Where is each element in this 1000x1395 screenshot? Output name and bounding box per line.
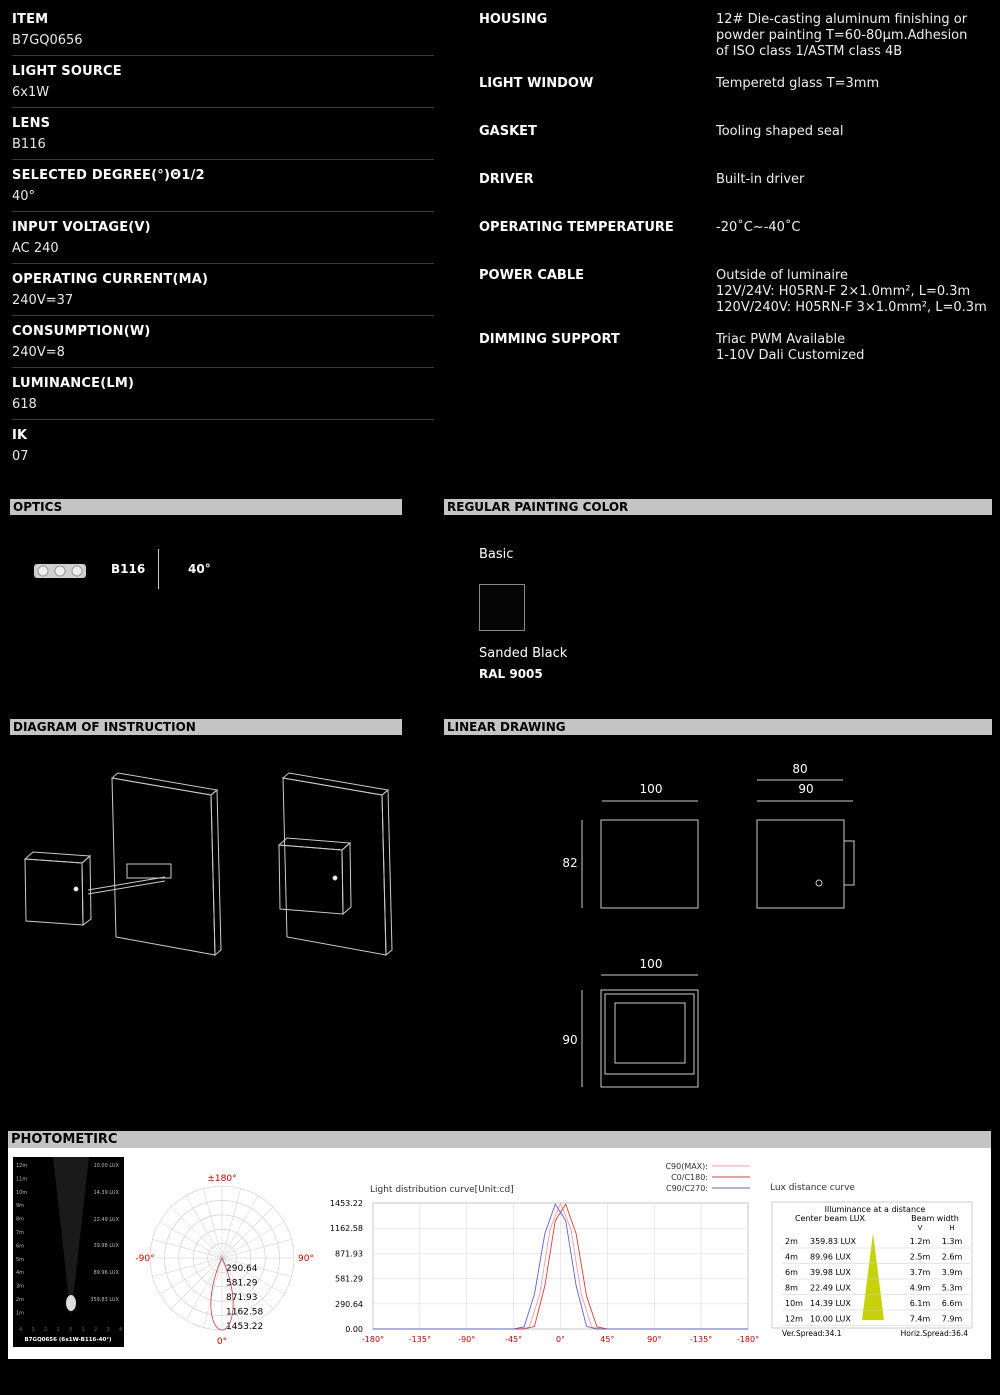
spec-label: SELECTED DEGREE(°)Θ1/2	[12, 168, 205, 183]
spec-row	[479, 76, 989, 124]
spec-label: INPUT VOLTAGE(V)	[12, 220, 151, 235]
spec-row	[12, 316, 434, 368]
beam-distance-label: 3m	[16, 1283, 25, 1290]
spec-value: 240V=8	[12, 345, 65, 360]
polar-label-right: 90°	[298, 1254, 314, 1264]
lux-distance: 2m	[785, 1237, 798, 1246]
section-instruction-header: DIAGRAM OF INSTRUCTION	[10, 719, 402, 735]
spec-row	[479, 12, 989, 76]
spec-label: LUMINANCE(LM)	[12, 376, 135, 391]
spec-value: -20˚C~-40˚C	[716, 220, 801, 235]
x-tick-label: -90°	[458, 1335, 476, 1344]
spec-value: Outside of luminaire 12V/24V: H05RN-F 2×1.0mm², L=0.3m 120V/240V: H05RN-F 3×1.0mm², L=0.3m	[716, 268, 987, 315]
spec-row	[479, 268, 989, 332]
beam-distance-label: 5m	[16, 1256, 25, 1263]
beam-distance-label: 8m	[16, 1216, 25, 1223]
lux-width-h: 7.9m	[941, 1314, 963, 1324]
spec-label: CONSUMPTION(W)	[12, 324, 151, 339]
y-tick-label: 871.93	[335, 1249, 363, 1259]
beam-lux-label: 14.39 LUX	[93, 1190, 119, 1196]
spec-row	[12, 160, 434, 212]
x-tick-label: -180°	[361, 1335, 385, 1344]
beam-image	[13, 1157, 124, 1347]
spec-row	[12, 108, 434, 160]
polar-spoke	[222, 1222, 284, 1258]
spec-row	[12, 420, 434, 471]
spec-row	[479, 172, 989, 220]
beam-distance-label: 9m	[16, 1203, 25, 1210]
polar-spoke	[222, 1239, 292, 1258]
spec-value: 6x1W	[12, 85, 50, 100]
y-tick-label: 290.64	[335, 1299, 363, 1309]
y-tick-label: 1453.22	[329, 1199, 363, 1208]
lux-width-h: 6.6m	[941, 1299, 963, 1308]
spec-row	[12, 264, 434, 316]
color-swatch	[479, 584, 525, 631]
spec-value: Built-in driver	[716, 172, 805, 187]
lux-width-v: 2.5m	[909, 1252, 931, 1262]
beam-scale-label: 3	[31, 1327, 35, 1333]
polar-label-top: ±180°	[207, 1174, 237, 1184]
spec-value: 12# Die-casting aluminum finishing or powder painting T=60-80μm.Adhesion of ISO class 1/ASTM class 4B	[716, 12, 968, 59]
polar-ring-label: 581.29	[226, 1278, 258, 1289]
polar-ring-label: 1453.22	[226, 1322, 264, 1332]
beam-distance-label: 4m	[16, 1270, 25, 1277]
spec-value: Triac PWM Available 1-10V Dali Customized	[716, 332, 865, 363]
polar-spoke	[160, 1222, 222, 1258]
beam-scale-label: 2	[44, 1327, 48, 1333]
lux-table-subheader: Center beam LUX	[794, 1214, 866, 1223]
polar-spoke	[171, 1207, 222, 1258]
beam-distance-label: 2m	[16, 1297, 25, 1303]
lux-width-v: 7.4m	[909, 1314, 931, 1324]
spec-value: B7GQ0656	[12, 33, 83, 48]
spec-value: Temperetd glass T=3mm	[716, 76, 880, 91]
legend-label: C0/C180:	[671, 1173, 708, 1182]
lux-width-h: 2.6m	[941, 1252, 963, 1262]
lux-width-v: 1.2m	[909, 1237, 931, 1246]
polar-label-bottom: 0°	[216, 1337, 228, 1347]
dim-bottom-height: 90	[562, 1033, 578, 1047]
optics-divider	[158, 549, 159, 589]
spec-row	[479, 220, 989, 268]
lux-distance: 6m	[785, 1268, 798, 1277]
optics-lens-code: B116	[111, 562, 146, 576]
dim-bottom-width: 100	[639, 957, 663, 971]
beam-distance-label: 7m	[16, 1230, 25, 1236]
section-photometric-header: PHOTOMETIRC	[8, 1131, 991, 1148]
optics-degree: 40°	[188, 562, 211, 576]
x-tick-label: -135°	[690, 1335, 713, 1344]
polar-spoke	[152, 1239, 222, 1258]
polar-spoke	[186, 1196, 222, 1258]
spec-label: IK	[12, 428, 28, 443]
dim-side-top-outer: 80	[792, 762, 808, 776]
spec-row	[12, 212, 434, 264]
lux-width-h: 5.3m	[941, 1283, 963, 1293]
spec-label: OPERATING CURRENT(MA)	[12, 272, 209, 287]
beam-distance-label: 6m	[16, 1243, 25, 1250]
spec-label: DIMMING SUPPORT	[479, 332, 620, 347]
x-tick-label: -180°	[736, 1335, 760, 1344]
spec-label: DRIVER	[479, 172, 534, 187]
lux-value: 359.83 LUX	[810, 1237, 856, 1246]
x-tick-label: 0°	[555, 1335, 566, 1344]
spec-value: 240V=37	[12, 293, 74, 308]
polar-ring-label: 871.93	[226, 1293, 258, 1303]
lux-curve-title: Lux distance curve	[770, 1183, 855, 1193]
lux-value: 10.00 LUX	[810, 1314, 851, 1324]
chart-title: Light distribution curve[Unit:cd]	[370, 1185, 514, 1195]
lux-value: 39.98 LUX	[810, 1268, 851, 1277]
beam-caption: B7GQ0656 (6x1W-B116-40°)	[24, 1337, 112, 1343]
spec-label: ITEM	[12, 12, 49, 27]
spec-row	[479, 332, 989, 380]
lux-width-v: 4.9m	[909, 1283, 931, 1293]
spec-value: 07	[12, 449, 29, 464]
lux-distance: 4m	[785, 1252, 798, 1262]
x-tick-label: 90°	[647, 1335, 662, 1344]
spec-value: 618	[12, 397, 37, 412]
beam-scale-label: 4	[19, 1327, 23, 1333]
section-optics-header: OPTICS	[10, 499, 402, 515]
beam-scale-label: 2	[94, 1327, 98, 1333]
spec-row	[12, 4, 434, 56]
section-painting-header: REGULAR PAINTING COLOR	[444, 499, 992, 515]
spec-label: LIGHT SOURCE	[12, 64, 122, 79]
spec-label: OPERATING TEMPERATURE	[479, 220, 674, 235]
hor-spread: Horiz.Spread:36.4	[900, 1329, 968, 1338]
spec-list-right	[479, 12, 989, 380]
beam-distance-label: 1m	[16, 1310, 25, 1317]
spec-value: Tooling shaped seal	[716, 124, 844, 139]
spec-value: 40°	[12, 189, 36, 204]
polar-spoke	[171, 1258, 222, 1309]
beam-distance-label: 11m	[16, 1176, 28, 1183]
beam-scale-label: 4	[119, 1327, 123, 1333]
lux-col-v: V	[917, 1224, 923, 1232]
beam-scale-label: 1	[56, 1327, 60, 1333]
beam-distance-label: 12m	[16, 1163, 28, 1169]
lux-value: 14.39 LUX	[810, 1299, 851, 1308]
beam-scale-label: 0	[69, 1327, 73, 1333]
linear-drawing	[555, 755, 875, 1100]
beam-scale-label: 3	[106, 1327, 110, 1333]
beam-lux-label: 359.83 LUX	[90, 1297, 119, 1303]
y-tick-label: 0.00	[345, 1325, 363, 1334]
y-tick-label: 1162.58	[329, 1224, 363, 1234]
x-tick-label: -45°	[505, 1335, 523, 1344]
spec-row	[12, 56, 434, 108]
beam-scale-label: 1	[81, 1327, 85, 1333]
spec-label: LENS	[12, 116, 51, 131]
spec-label: POWER CABLE	[479, 268, 585, 283]
lux-width-h: 1.3m	[941, 1237, 963, 1246]
y-tick-label: 581.29	[335, 1274, 363, 1284]
lux-value: 89.96 LUX	[810, 1252, 851, 1262]
polar-ring-label: 1162.58	[226, 1307, 264, 1318]
lux-width-h: 3.9m	[941, 1268, 963, 1277]
lux-distance: 10m	[785, 1299, 803, 1308]
polar-spoke	[186, 1258, 222, 1320]
instruction-diagram	[15, 765, 400, 965]
dim-side-top-inner: 90	[798, 782, 814, 796]
polar-ring-label: 290.64	[226, 1264, 258, 1274]
polar-spoke	[222, 1188, 241, 1258]
beam-lux-label: 89.96 LUX	[93, 1270, 119, 1276]
paint-color-name: Sanded Black	[479, 646, 568, 661]
spec-row	[479, 124, 989, 172]
polar-spoke	[222, 1196, 258, 1258]
ver-spread: Ver.Spread:34.1	[782, 1329, 842, 1338]
lux-distance: 8m	[785, 1283, 798, 1293]
spec-label: GASKET	[479, 124, 537, 139]
lux-table-header: Illuminance at a distance	[824, 1205, 926, 1214]
lux-table-subheader: Beam width	[911, 1214, 959, 1223]
x-tick-label: 45°	[600, 1335, 615, 1344]
spec-list-left	[12, 4, 434, 471]
lux-width-v: 6.1m	[909, 1299, 931, 1308]
spec-label: LIGHT WINDOW	[479, 76, 594, 91]
lux-table	[770, 1200, 980, 1340]
polar-spoke	[152, 1258, 222, 1277]
polar-chart	[135, 1165, 325, 1350]
paint-ral-code: RAL 9005	[479, 667, 543, 681]
lux-col-h: H	[949, 1224, 955, 1232]
beam-lux-label: 22.49 LUX	[93, 1217, 119, 1223]
legend-label: C90(MAX):	[665, 1162, 708, 1171]
x-tick-label: -135°	[408, 1335, 431, 1344]
spec-value: AC 240	[12, 241, 59, 256]
dim-front-width: 100	[639, 782, 663, 796]
spec-label: HOUSING	[479, 12, 548, 27]
legend-label: C90/C270:	[665, 1184, 708, 1193]
spec-value: B116	[12, 137, 46, 152]
lux-width-v: 3.7m	[909, 1268, 931, 1277]
dim-front-height: 82	[562, 856, 578, 870]
paint-group-label: Basic	[479, 547, 514, 562]
spec-row	[12, 368, 434, 420]
lux-distance: 12m	[785, 1314, 803, 1324]
polar-spoke	[203, 1188, 222, 1258]
polar-spoke	[222, 1207, 273, 1258]
section-linear-header: LINEAR DRAWING	[444, 719, 992, 735]
polar-label-left: -90°	[135, 1254, 155, 1264]
distribution-chart	[330, 1155, 760, 1350]
beam-distance-label: 10m	[16, 1189, 28, 1196]
beam-lux-label: 39.98 LUX	[93, 1243, 119, 1249]
beam-lux-label: 10.00 LUX	[93, 1163, 119, 1169]
lux-value: 22.49 LUX	[810, 1283, 851, 1293]
lens-image	[32, 561, 88, 581]
